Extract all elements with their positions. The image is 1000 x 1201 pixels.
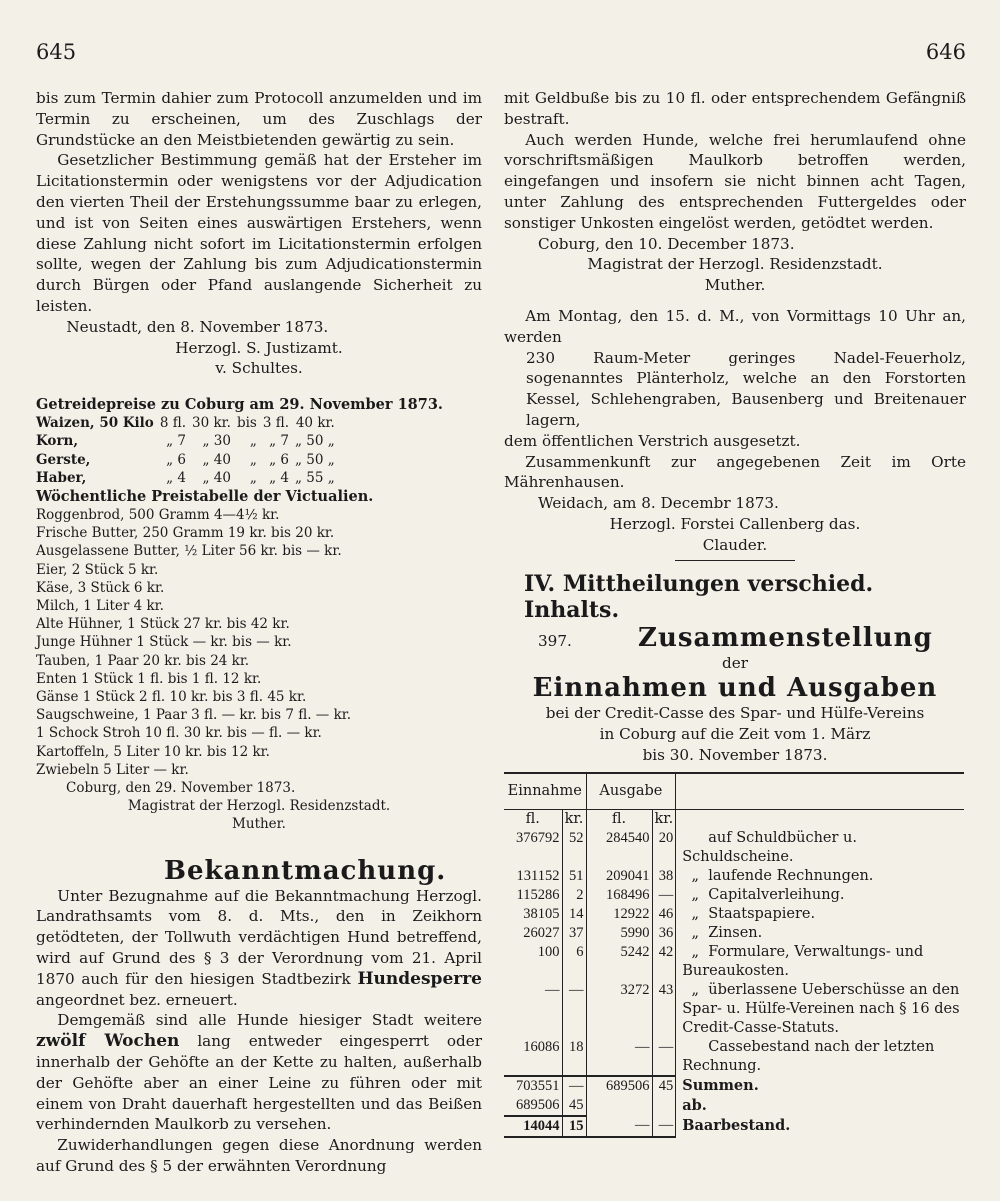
amount-cell: 38 — [652, 867, 676, 886]
amount-cell: 51 — [562, 867, 586, 886]
amount-cell: 100 — [504, 943, 562, 981]
grain-cell: „ — [249, 469, 257, 486]
victual-item: Enten 1 Stück 1 fl. bis 1 fl. 12 kr. — [36, 670, 262, 687]
account-row — [504, 905, 964, 924]
amount-cell: 16086 — [504, 1038, 562, 1076]
wood-sign: Clauder. — [702, 535, 768, 554]
account-description — [676, 886, 964, 905]
account-label: auf Schuldbücher u. Schuldscheine. — [682, 829, 857, 865]
amount-cell: — — [586, 1038, 652, 1076]
unit-kr: kr. — [652, 809, 676, 829]
ditto-mark: „ — [691, 867, 699, 884]
summary-desc-1: bei der Credit-Casse des Spar- und Hülfe-Vereins — [545, 704, 925, 723]
victual-item: 1 Schock Stroh 10 fl. 30 kr. bis — fl. — kr. — [36, 725, 322, 742]
amount-cell: 37 — [562, 924, 586, 943]
account-row — [504, 943, 964, 981]
grain-row — [36, 414, 341, 432]
grain-row — [36, 451, 341, 469]
amount-cell: 5242 — [586, 943, 652, 981]
amount-cell: 131152 — [504, 867, 562, 886]
wood-date: Weidach, am 8. Decembr 1873. — [538, 494, 779, 513]
account-description — [676, 924, 964, 943]
unit-kr: kr. — [562, 809, 586, 829]
amount-cell: 115286 — [504, 886, 562, 905]
auction-text-2: Gesetzlicher Bestimmung gemäß hat der Ersteher im Licitationstermin oder wenigstens vor der Adjudication den vierten Theil der Erstehungssumme baar zu erlegen, und ist von Seiten eines auswärtigen Erstehers, wenn diese Zahlung nicht sofort im Licitationstermin erfolgen sollte, wegen der Zahlung bis zum Adjudicationstermin durch Bürgen oder Pfand auslangende Sicherheit zu leisten. — [36, 151, 482, 315]
amount-cell: 2 — [562, 886, 586, 905]
right-column — [504, 88, 966, 1138]
victual-item: Frische Butter, 250 Gramm 19 kr. bis 20 kr. — [36, 525, 335, 542]
victual-item: Tauben, 1 Paar 20 kr. bis 24 kr. — [36, 652, 250, 669]
victual-item: Saugschweine, 1 Paar 3 fl. — kr. bis 7 fl. — kr. — [36, 707, 352, 724]
victual-item: Ausgelassene Butter, ½ Liter 56 kr. bis — kr. — [36, 543, 342, 560]
amount-cell: 284540 — [586, 829, 652, 867]
account-label: laufende Rechnungen. — [708, 867, 874, 884]
grain-cell: 3 fl. — [262, 415, 290, 432]
ditto-mark: „ — [691, 886, 699, 903]
account-row — [504, 1038, 964, 1076]
amount-cell: — — [562, 981, 586, 1038]
notice-office: Magistrat der Herzogl. Residenzstadt. — [587, 255, 883, 274]
victual-item: Roggenbrod, 500 Gramm 4—4½ kr. — [36, 506, 280, 523]
victual-item: Zwiebeln 5 Liter — kr. — [36, 761, 189, 778]
account-description — [676, 1038, 964, 1076]
victual-item: Junge Hühner 1 Stück — kr. bis — kr. — [36, 634, 292, 651]
amount-cell: 12922 — [586, 905, 652, 924]
wood-p4: Zusammenkunft zur angegebenen Zeit im Orte Mährenhausen. — [504, 452, 966, 492]
grain-cell: Waizen, 50 Kilo — [36, 415, 154, 432]
accounts-table — [504, 772, 964, 1138]
account-description — [676, 943, 964, 981]
victual-item: Alte Hühner, 1 Stück 27 kr. bis 42 kr. — [36, 616, 290, 633]
amount-cell: 376792 — [504, 829, 562, 867]
page-number-left: 645 — [36, 40, 77, 64]
summary-desc-2: in Coburg auf die Zeit vom 1. März — [599, 725, 871, 744]
grain-cell: bis — [236, 415, 257, 432]
notice-p3: Zuwiderhandlungen gegen diese Anordnung werden auf Grund des § 5 der erwähnten Verordnung — [36, 1136, 482, 1175]
summary-title: Zusammenstellung — [638, 622, 933, 653]
account-description — [676, 829, 964, 867]
amount-cell: — — [504, 981, 562, 1038]
left-column — [36, 88, 482, 1177]
account-row — [504, 924, 964, 943]
grain-cell: „ 6 — [166, 451, 187, 468]
desc-header — [676, 773, 964, 810]
amount-cell: 168496 — [586, 886, 652, 905]
account-label: Staatspapiere. — [708, 905, 816, 922]
page-number-right: 646 — [925, 40, 966, 64]
account-description — [676, 981, 964, 1038]
unit-fl: fl. — [586, 809, 652, 829]
grain-cell: „ 40 — [202, 451, 231, 468]
grain-cell: 30 kr. — [192, 415, 231, 432]
signature: v. Schultes. — [215, 359, 303, 378]
amount-cell: 209041 — [586, 867, 652, 886]
auction-text: bis zum Termin dahier zum Protocoll anzumelden und im Termin zu erscheinen, um des Zuschlags der Grundstücke an den Meistbietenden gewärtig zu sein. — [36, 89, 482, 149]
ditto-mark: „ — [691, 924, 699, 941]
grain-heading: Getreidepreise zu Coburg am 29. November 1873. — [36, 396, 443, 414]
wood-p3: dem öffentlichen Verstrich ausgesetzt. — [504, 431, 801, 450]
grain-cell: Gerste, — [36, 451, 91, 468]
account-row — [504, 867, 964, 886]
wood-office: Herzogl. Forstei Callenberg das. — [609, 514, 861, 533]
amount-cell: 42 — [652, 943, 676, 981]
victual-item: Gänse 1 Stück 2 fl. 10 kr. bis 3 fl. 45 kr. — [36, 689, 307, 705]
notice-title: Bekanntmachung. — [164, 855, 447, 886]
grain-cell: „ 40 — [202, 469, 231, 486]
title-row — [504, 623, 966, 653]
victual-office: Magistrat der Herzogl. Residenzstadt. — [127, 798, 391, 815]
grain-cell: „ 7 — [269, 433, 290, 450]
unit-fl: fl. — [504, 809, 562, 829]
amount-cell: 6 — [562, 943, 586, 981]
amount-cell: — — [652, 886, 676, 905]
amount-cell: 3272 — [586, 981, 652, 1038]
wood-p1: Am Montag, den 15. d. M., von Vormittags 10 Uhr an, werden — [504, 306, 966, 346]
grain-cell: „ 50 „ — [295, 451, 335, 468]
grain-cell: 40 kr. — [295, 415, 335, 432]
notice-continuation-2: Auch werden Hunde, welche frei herumlaufend ohne vorschriftsmäßigen Maulkorb betroffen werden, eingefangen und insofern sie nicht binnen acht Tagen, unter Zahlung des entsprechenden Futtergeldes oder sonstiger Unkosten eingelöst werden, getödtet werden. — [504, 130, 966, 232]
grain-cell: Korn, — [36, 433, 79, 450]
grain-row — [36, 469, 341, 487]
account-description — [676, 867, 964, 886]
amount-cell: 43 — [652, 981, 676, 1038]
ditto-mark: „ — [691, 981, 699, 998]
victual-item: Käse, 3 Stück 6 kr. — [36, 579, 165, 596]
account-label: überlassene Ueberschüsse an den Spar- u. Hülfe-Vereinen nach § 16 des Credit-Casse-Statuts. — [682, 981, 960, 1036]
total-row: 14044 15 — — Baarbestand. — [504, 1116, 964, 1137]
account-label: Formulare, Verwaltungs- und Bureaukosten. — [682, 943, 924, 979]
notice-p2: Demgemäß sind alle Hunde hiesiger Stadt weitere zwölf Wochen lang entweder eingesperrt oder innerhalb der Gehöfte an der Kette zu halten, außerhalb der Gehöfte aber an einer Leine zu führen oder mit einem von Draht dauerhaft hergestellten und das Beißen verhindernden Maulkorb zu versehen. — [36, 1011, 483, 1134]
grain-cell: „ 55 „ — [295, 469, 335, 486]
account-description — [676, 905, 964, 924]
victual-date: Coburg, den 29. November 1873. — [66, 780, 296, 797]
grain-cell: „ 7 — [166, 433, 187, 450]
account-label: Zinsen. — [708, 924, 763, 941]
account-row — [504, 981, 964, 1038]
grain-cell: 8 fl. — [159, 415, 187, 432]
expense-header: Ausgabe — [586, 773, 676, 810]
amount-cell: 20 — [652, 829, 676, 867]
notice-p1: Unter Bezugnahme auf die Bekanntmachung Herzogl. Landrathsamts vom 8. d. Mts., den in Zeikhorn getödteten, der Tollwuth verdächtigen Hund betreffend, wird auf Grund des § 3 der Verordnung vom 21. April 1870 auch für den hiesigen Stadtbezirk Hundesperre angeordnet bez. erneuert. — [36, 886, 482, 1009]
amount-cell: 5990 — [586, 924, 652, 943]
grain-cell: Haber, — [36, 469, 87, 486]
amount-cell: 18 — [562, 1038, 586, 1076]
victual-sign: Muther. — [232, 816, 286, 833]
account-label: Cassebestand nach der letzten Rechnung. — [682, 1038, 935, 1074]
grain-cell: „ 50 „ — [295, 433, 335, 450]
victual-list — [36, 506, 482, 779]
amount-cell: 14 — [562, 905, 586, 924]
amount-cell: — — [652, 1038, 676, 1076]
amount-cell: 46 — [652, 905, 676, 924]
account-row — [504, 829, 964, 867]
office: Herzogl. S. Justizamt. — [175, 338, 343, 357]
grain-cell: „ 6 — [269, 451, 290, 468]
amount-cell: 36 — [652, 924, 676, 943]
summary-desc-3: bis 30. November 1873. — [642, 745, 828, 764]
grain-cell: „ 4 — [166, 469, 187, 486]
ditto-mark: „ — [691, 943, 699, 960]
amount-cell: 38105 — [504, 905, 562, 924]
grain-cell: „ 30 — [202, 433, 231, 450]
victual-item: Kartoffeln, 5 Liter 10 kr. bis 12 kr. — [36, 743, 270, 760]
income-header: Einnahme — [504, 773, 586, 810]
victual-item: Milch, 1 Liter 4 kr. — [36, 597, 164, 614]
wood-p2: 230 Raum-Meter geringes Nadel-Feuerholz, sogenanntes Plänterholz, welche an den Forstorten Kessel, Schlehengraben, Bausenberg und Breitenauer lagern, — [526, 348, 966, 429]
notice-continuation: mit Geldbuße bis zu 10 fl. oder entsprechendem Gefängniß bestraft. — [504, 89, 966, 128]
subtract-row: 689506 45 ab. — [504, 1096, 964, 1116]
summary-subtitle: Einnahmen und Ausgaben — [532, 673, 938, 704]
sum-row: 703551 — 689506 45 Summen. — [504, 1076, 964, 1096]
victual-heading: Wöchentliche Preistabelle der Victualien. — [36, 487, 374, 505]
notice-date: Coburg, den 10. December 1873. — [538, 234, 795, 253]
account-row — [504, 886, 964, 905]
grain-table — [36, 414, 341, 487]
grain-cell: „ — [249, 451, 257, 468]
notice-sign: Muther. — [704, 276, 766, 295]
amount-cell: 52 — [562, 829, 586, 867]
grain-row — [36, 432, 341, 450]
title-der: der — [722, 653, 748, 672]
account-label: Capitalverleihung. — [708, 886, 845, 903]
victual-item: Eier, 2 Stück 5 kr. — [36, 561, 159, 578]
section-heading: IV. Mittheilungen verschied. Inhalts. — [524, 570, 874, 623]
grain-cell: „ 4 — [269, 469, 290, 486]
amount-cell: 26027 — [504, 924, 562, 943]
grain-cell: „ — [249, 433, 257, 450]
place-date: Neustadt, den 8. November 1873. — [66, 317, 329, 336]
item-number: 397. — [538, 631, 572, 650]
ditto-mark: „ — [691, 905, 699, 922]
